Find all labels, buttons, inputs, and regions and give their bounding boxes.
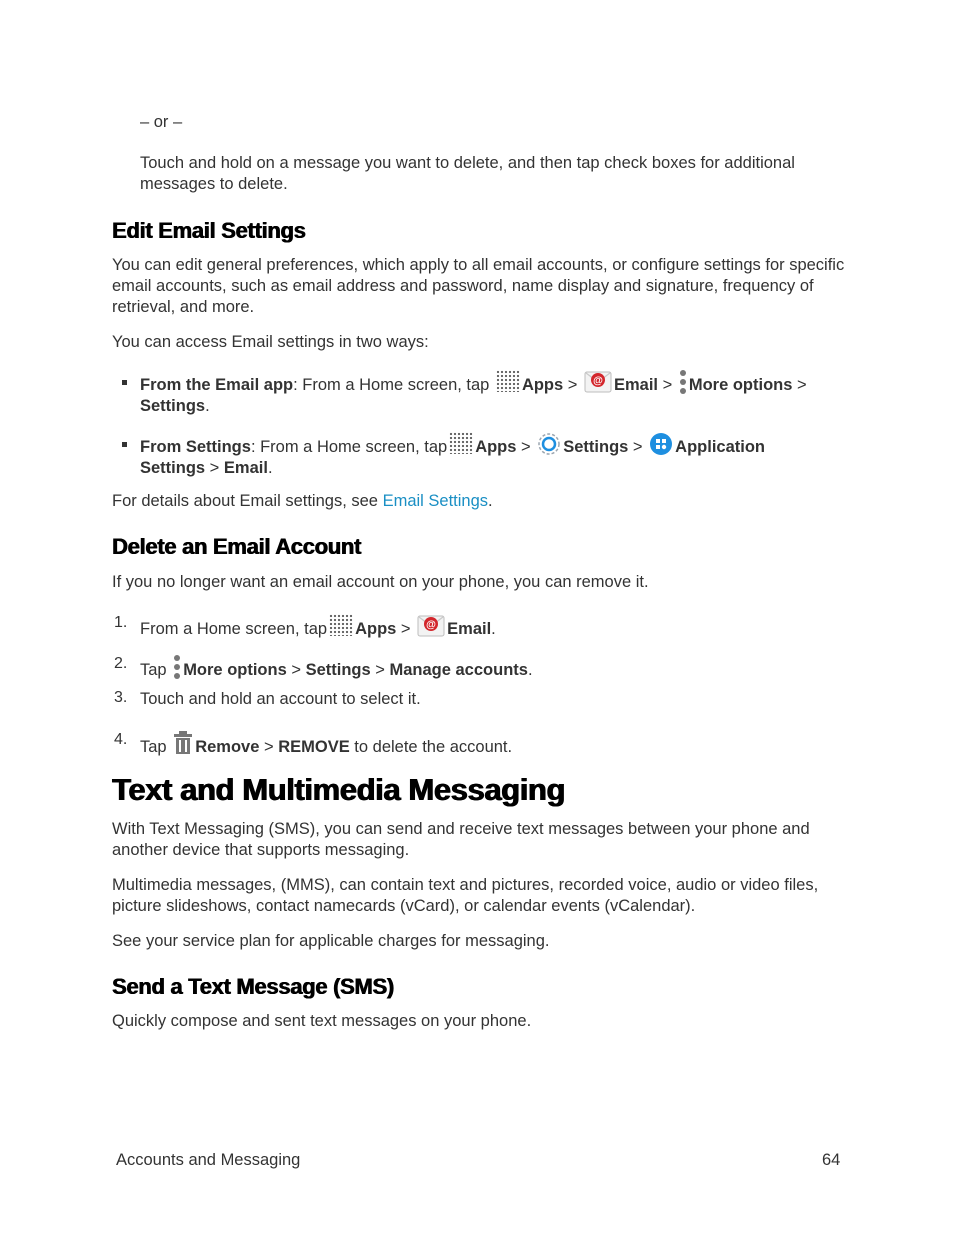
separator: > <box>205 459 224 477</box>
more-options-label: More options <box>688 376 793 394</box>
step-2 <box>140 655 533 681</box>
apps-grid-icon <box>329 614 353 636</box>
more-options-icon <box>679 370 687 394</box>
settings-label: Settings <box>140 397 206 415</box>
separator: > <box>792 376 807 394</box>
step-3: Touch and hold an account to select it. <box>140 690 421 708</box>
apps-grid-icon <box>496 370 520 392</box>
settings-label: Settings <box>140 459 206 477</box>
heading-delete-email-account: Delete an Email Account <box>112 534 362 559</box>
heading-send-text-message: Send a Text Message (SMS) <box>112 974 394 999</box>
messaging-paragraph-1: With Text Messaging (SMS), you can send and receive text messages between your phone and another device that supports messaging. <box>112 820 810 859</box>
footer-chapter: Accounts and Messaging <box>116 1151 301 1169</box>
email-app-icon <box>584 370 612 394</box>
remove-confirm-label: REMOVE <box>278 738 350 756</box>
bullet-marker <box>122 442 127 447</box>
svg-text:@: @ <box>426 619 437 631</box>
email-label: Email <box>447 620 492 638</box>
details-paragraph <box>112 491 493 512</box>
access-ways-paragraph: You can access Email settings in two ways: <box>112 333 429 351</box>
details-text: For details about Email settings, see <box>112 492 383 510</box>
intro-paragraph: Touch and hold on a message you want to delete, and then tap check boxes for additional messages to delete. <box>140 154 795 193</box>
apps-grid-icon <box>449 432 473 454</box>
period: . <box>267 459 273 477</box>
heading-edit-email-settings: Edit Email Settings <box>112 218 306 243</box>
email-label: Email <box>614 376 659 394</box>
or-divider: – or – <box>140 113 183 131</box>
step-text: to delete the account. <box>349 738 513 756</box>
step-text: Tap <box>140 661 172 679</box>
bullet-marker <box>122 380 127 385</box>
separator: > <box>658 376 677 394</box>
edit-settings-paragraph: You can edit general preferences, which apply to all email accounts, or configure settings for specific email accounts, such as email address and password, name display and signature, frequency of retrieval, and more. <box>112 256 845 316</box>
heading-text-multimedia-messaging: Text and Multimedia Messaging <box>112 772 565 807</box>
bullet-text: : From a Home screen, tap <box>293 376 494 394</box>
apps-label: Apps <box>355 620 397 638</box>
step-text: Tap <box>140 738 172 756</box>
more-options-label: More options <box>183 661 287 679</box>
step-4 <box>140 731 512 758</box>
separator: > <box>628 438 648 456</box>
step-text: From a Home screen, tap <box>140 620 328 638</box>
application-settings-icon <box>649 432 673 456</box>
separator: > <box>396 620 416 638</box>
step-number: 3. <box>114 689 128 706</box>
bullet-lead: From Settings <box>140 438 251 456</box>
settings-label: Settings <box>563 438 629 456</box>
page-number: 64 <box>822 1151 841 1169</box>
delete-account-paragraph: If you no longer want an email account on your phone, you can remove it. <box>112 573 649 591</box>
bullet-from-settings <box>140 432 840 479</box>
settings-gear-icon <box>537 432 561 456</box>
email-app-icon <box>417 614 445 638</box>
messaging-paragraph-2: Multimedia messages, (MMS), can contain text and pictures, recorded voice, audio or video files, picture slideshows, contact namecards (vCard), or calendar events (vCalendar). <box>112 876 819 915</box>
bullet-text: : From a Home screen, tap <box>250 438 448 456</box>
step-number: 2. <box>114 655 128 672</box>
apps-label: Apps <box>521 376 564 394</box>
separator: > <box>370 661 390 679</box>
separator: > <box>516 438 536 456</box>
svg-text:@: @ <box>593 375 603 387</box>
period: . <box>491 620 496 638</box>
messaging-paragraph-3: See your service plan for applicable charges for messaging. <box>112 932 550 950</box>
bullet-from-email-app <box>140 370 840 417</box>
remove-label: Remove <box>195 738 260 756</box>
separator: > <box>259 738 279 756</box>
email-label: Email <box>223 459 268 477</box>
manage-accounts-label: Manage accounts <box>389 661 528 679</box>
email-settings-link[interactable]: Email Settings <box>382 492 489 510</box>
step-number: 1. <box>114 614 128 631</box>
application-label: Application <box>675 438 765 456</box>
settings-label: Settings <box>305 661 371 679</box>
send-sms-paragraph: Quickly compose and sent text messages on your phone. <box>112 1012 532 1030</box>
period: . <box>488 492 493 510</box>
separator: > <box>563 376 582 394</box>
trash-icon <box>173 731 193 755</box>
more-options-icon <box>173 655 181 679</box>
bullet-lead: From the Email app <box>140 376 294 394</box>
step-1 <box>140 614 496 640</box>
step-number: 4. <box>114 731 128 748</box>
apps-label: Apps <box>475 438 517 456</box>
period: . <box>527 661 533 679</box>
period: . <box>205 397 210 415</box>
separator: > <box>286 661 306 679</box>
